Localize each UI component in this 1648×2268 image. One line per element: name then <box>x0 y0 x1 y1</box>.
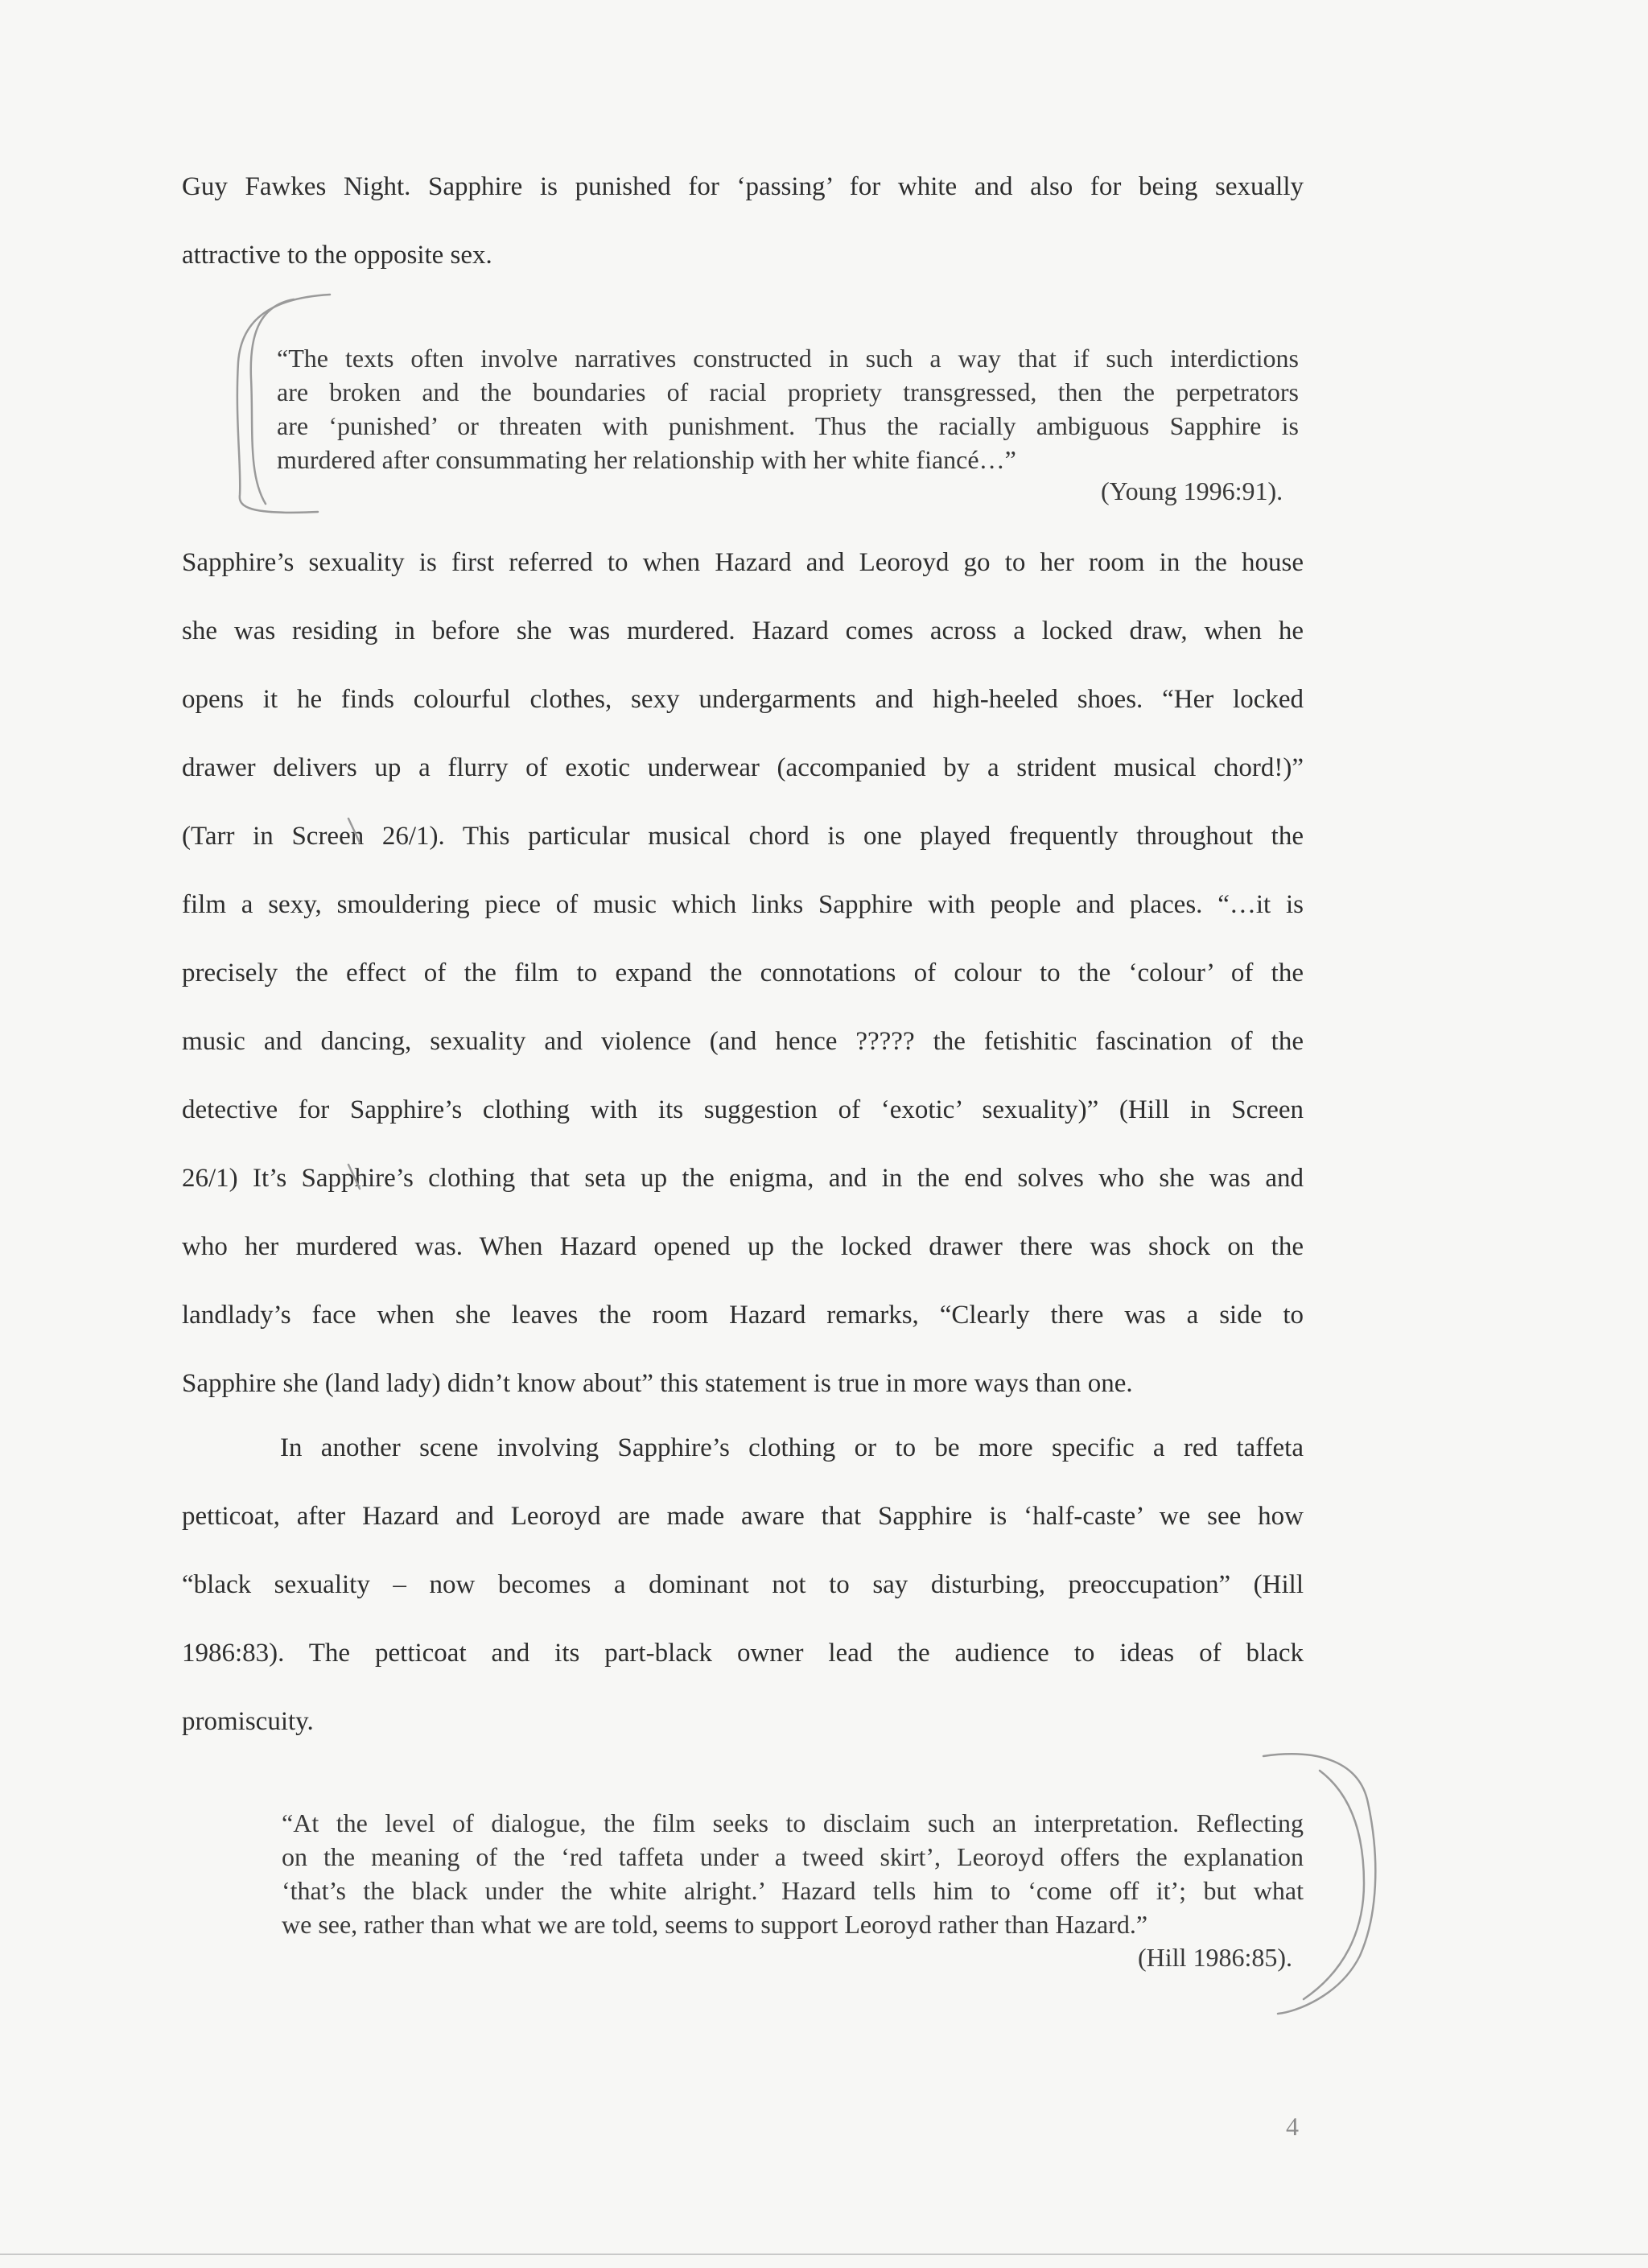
intro-paragraph <box>182 153 1304 290</box>
text-line: 1986:83). The petticoat and its part-black owner lead the audience to ideas of black <box>182 1639 1304 1668</box>
quote-line: ‘that’s the black under the white alright.’ Hazard tells him to ‘come off it’; but what <box>282 1876 1304 1905</box>
quote-citation-hill: (Hill 1986:85). <box>1138 1943 1292 1972</box>
bottom-edge-line <box>0 2254 1648 2255</box>
quote-line: are broken and the boundaries of racial propriety transgressed, then the perpetrators <box>277 377 1299 406</box>
body-paragraph <box>182 529 1304 1418</box>
text-line: Sapphire she (land lady) didn’t know about” this statement is true in more ways than one. <box>182 1369 1133 1398</box>
text-line: she was residing in before she was murdered. Hazard comes across a locked draw, when he <box>182 616 1304 645</box>
text-line: Guy Fawkes Night. Sapphire is punished for ‘passing’ for white and also for being sexually <box>182 172 1304 201</box>
text-line: drawer delivers up a flurry of exotic underwear (accompanied by a strident musical chord!)” <box>182 753 1304 782</box>
quote-citation-young: (Young 1996:91). <box>1101 476 1283 505</box>
text-line: attractive to the opposite sex. <box>182 241 492 270</box>
text-line: “black sexuality – now becomes a dominant not to say disturbing, preoccupation” (Hill <box>182 1570 1304 1599</box>
quote-line: are ‘punished’ or threaten with punishment. Thus the racially ambiguous Sapphire is <box>277 411 1299 440</box>
text-line: promiscuity. <box>182 1707 314 1736</box>
quote-line: “At the level of dialogue, the film seeks to disclaim such an interpretation. Reflecting <box>282 1808 1304 1837</box>
text-line: (Tarr in Screen 26/1). This particular musical chord is one played frequently throughout the <box>182 822 1304 851</box>
text-line: landlady’s face when she leaves the room Hazard remarks, “Clearly there was a side to <box>182 1301 1304 1330</box>
block-quote-young <box>277 341 1299 476</box>
right-bracket-mark-inner <box>1304 1771 1364 1999</box>
page-number: 4 <box>1286 2112 1299 2141</box>
text-line: opens it he finds colourful clothes, sexy undergarments and high-heeled shoes. “Her locked <box>182 685 1304 714</box>
quote-line: we see, rather than what we are told, seems to support Leoroyd rather than Hazard.” <box>282 1910 1148 1939</box>
text-line: detective for Sapphire’s clothing with its suggestion of ‘exotic’ sexuality)” (Hill in Screen <box>182 1095 1304 1124</box>
block-quote-hill <box>282 1806 1304 1941</box>
second-paragraph <box>182 1414 1304 1756</box>
text-line: In another scene involving Sapphire’s clothing or to be more specific a red taffeta <box>280 1433 1304 1462</box>
text-line: film a sexy, smouldering piece of music which links Sapphire with people and places. “…it is <box>182 890 1304 919</box>
text-line: Sapphire’s sexuality is first referred to when Hazard and Leoroyd go to her room in the house <box>182 548 1304 577</box>
text-line: music and dancing, sexuality and violence (and hence ????? the fetishitic fascination of the <box>182 1027 1304 1056</box>
text-line: petticoat, after Hazard and Leoroyd are made aware that Sapphire is ‘half-caste’ we see how <box>182 1502 1304 1531</box>
quote-line: on the meaning of the ‘red taffeta under a tweed skirt’, Leoroyd offers the explanation <box>282 1842 1304 1871</box>
quote-line: “The texts often involve narratives constructed in such a way that if such interdictions <box>277 344 1299 373</box>
quote-line: murdered after consummating her relationship with her white fiancé…” <box>277 445 1016 474</box>
text-line: who her murdered was. When Hazard opened up the locked drawer there was shock on the <box>182 1232 1304 1261</box>
text-line: precisely the effect of the film to expand the connotations of colour to the ‘colour’ of the <box>182 959 1304 988</box>
text-line: 26/1) It’s Sapphire’s clothing that seta up the enigma, and in the end solves who she was and <box>182 1164 1304 1193</box>
